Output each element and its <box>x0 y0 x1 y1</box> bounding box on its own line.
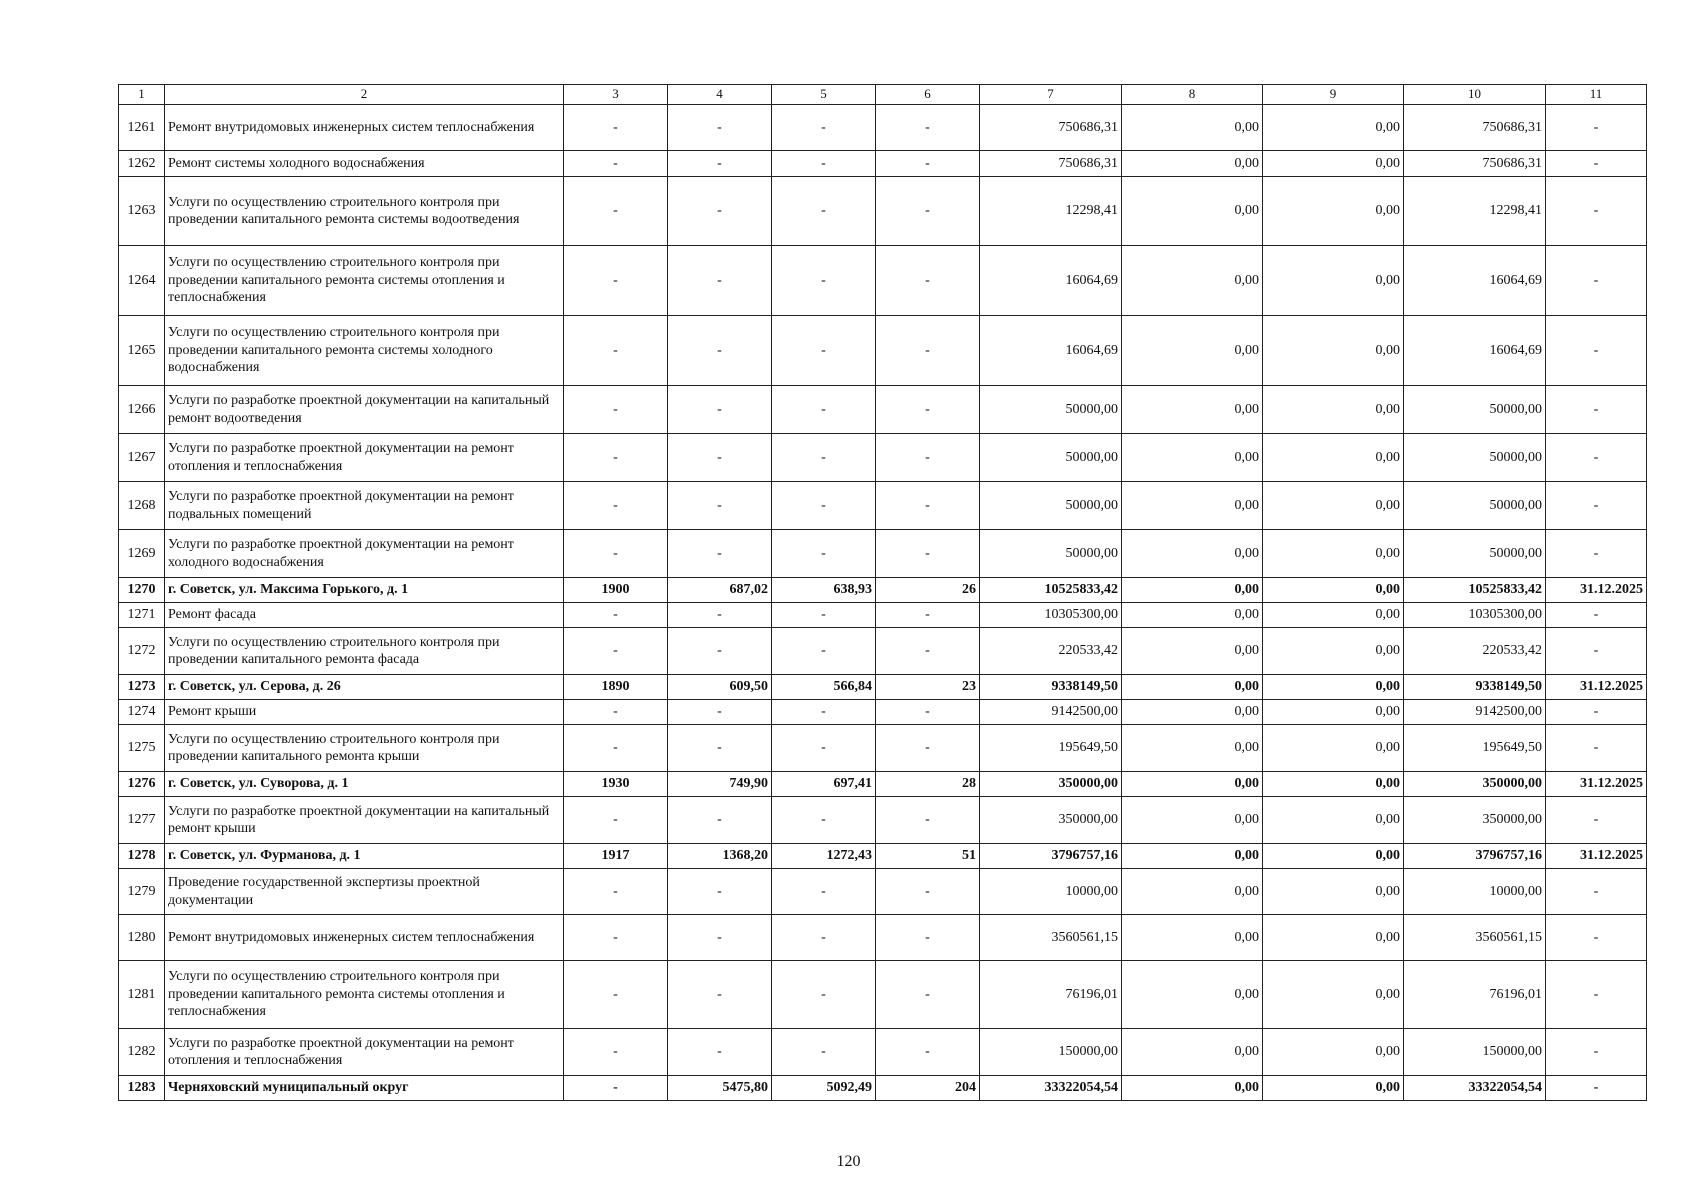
col-10-cell: 3560561,15 <box>1404 915 1546 961</box>
col-4-cell: - <box>668 177 772 246</box>
description-cell: Услуги по разработке проектной документации на ремонт подвальных помещений <box>165 482 564 530</box>
col-11-cell: - <box>1546 603 1647 628</box>
row-number-cell: 1274 <box>119 700 165 725</box>
col-3-cell: - <box>564 1029 668 1076</box>
col-7-cell: 9142500,00 <box>980 700 1122 725</box>
table-row <box>119 869 1647 915</box>
col-10-cell: 16064,69 <box>1404 246 1546 316</box>
col-10-cell: 750686,31 <box>1404 105 1546 151</box>
table-row <box>119 797 1647 844</box>
description-cell: Черняховский муниципальный округ <box>165 1076 564 1101</box>
row-number-cell: 1261 <box>119 105 165 151</box>
col-6-cell: - <box>876 628 980 675</box>
col-3-cell: - <box>564 797 668 844</box>
col-11-cell: - <box>1546 434 1647 482</box>
col-11-cell: - <box>1546 961 1647 1029</box>
col-3-cell: - <box>564 530 668 578</box>
col-11-cell: - <box>1546 1076 1647 1101</box>
col-6-cell: - <box>876 246 980 316</box>
col-5-cell: - <box>772 961 876 1029</box>
col-10-cell: 195649,50 <box>1404 725 1546 772</box>
col-5-cell: - <box>772 628 876 675</box>
col-10-cell: 9142500,00 <box>1404 700 1546 725</box>
description-cell: Услуги по разработке проектной документации на капитальный ремонт водоотведения <box>165 386 564 434</box>
row-number-cell: 1266 <box>119 386 165 434</box>
col-7-cell: 50000,00 <box>980 530 1122 578</box>
col-6-cell: - <box>876 316 980 386</box>
column-number-header: 8 <box>1122 85 1263 105</box>
col-6-cell: - <box>876 530 980 578</box>
col-10-cell: 350000,00 <box>1404 797 1546 844</box>
description-cell: Услуги по осуществлению строительного контроля при проведении капитального ремонта системы холодного водоснабжения <box>165 316 564 386</box>
col-10-cell: 10525833,42 <box>1404 578 1546 603</box>
description-cell: Ремонт фасада <box>165 603 564 628</box>
col-5-cell: 697,41 <box>772 772 876 797</box>
col-4-cell: - <box>668 603 772 628</box>
col-9-cell: 0,00 <box>1263 772 1404 797</box>
col-8-cell: 0,00 <box>1122 246 1263 316</box>
col-8-cell: 0,00 <box>1122 628 1263 675</box>
table-row-summary <box>119 578 1647 603</box>
col-5-cell: - <box>772 316 876 386</box>
col-7-cell: 3560561,15 <box>980 915 1122 961</box>
row-number-cell: 1273 <box>119 675 165 700</box>
col-9-cell: 0,00 <box>1263 675 1404 700</box>
col-8-cell: 0,00 <box>1122 1029 1263 1076</box>
description-cell: Ремонт внутридомовых инженерных систем теплоснабжения <box>165 915 564 961</box>
table-row <box>119 177 1647 246</box>
table-row <box>119 1029 1647 1076</box>
col-8-cell: 0,00 <box>1122 578 1263 603</box>
description-cell: Ремонт внутридомовых инженерных систем теплоснабжения <box>165 105 564 151</box>
col-6-cell: - <box>876 434 980 482</box>
table-body <box>119 85 1647 1101</box>
column-number-header: 2 <box>165 85 564 105</box>
col-5-cell: - <box>772 700 876 725</box>
col-7-cell: 750686,31 <box>980 105 1122 151</box>
col-8-cell: 0,00 <box>1122 434 1263 482</box>
col-4-cell: - <box>668 1029 772 1076</box>
col-9-cell: 0,00 <box>1263 869 1404 915</box>
col-9-cell: 0,00 <box>1263 151 1404 177</box>
col-6-cell: - <box>876 482 980 530</box>
col-9-cell: 0,00 <box>1263 700 1404 725</box>
table-row <box>119 386 1647 434</box>
table-row <box>119 316 1647 386</box>
col-4-cell: - <box>668 316 772 386</box>
col-4-cell: - <box>668 434 772 482</box>
column-number-header: 3 <box>564 85 668 105</box>
row-number-cell: 1271 <box>119 603 165 628</box>
col-8-cell: 0,00 <box>1122 530 1263 578</box>
col-7-cell: 195649,50 <box>980 725 1122 772</box>
col-4-cell: - <box>668 869 772 915</box>
col-7-cell: 350000,00 <box>980 797 1122 844</box>
col-11-cell: - <box>1546 386 1647 434</box>
col-4-cell: - <box>668 961 772 1029</box>
col-3-cell: - <box>564 434 668 482</box>
col-10-cell: 12298,41 <box>1404 177 1546 246</box>
col-7-cell: 10525833,42 <box>980 578 1122 603</box>
col-3-cell: - <box>564 316 668 386</box>
col-8-cell: 0,00 <box>1122 725 1263 772</box>
col-11-cell: - <box>1546 105 1647 151</box>
col-6-cell: 28 <box>876 772 980 797</box>
col-4-cell: - <box>668 246 772 316</box>
col-7-cell: 750686,31 <box>980 151 1122 177</box>
col-3-cell: - <box>564 151 668 177</box>
col-3-cell: - <box>564 869 668 915</box>
description-cell: Услуги по осуществлению строительного контроля при проведении капитального ремонта системы водоотведения <box>165 177 564 246</box>
col-7-cell: 50000,00 <box>980 434 1122 482</box>
col-3-cell: - <box>564 386 668 434</box>
col-6-cell: - <box>876 915 980 961</box>
col-11-cell: - <box>1546 869 1647 915</box>
col-9-cell: 0,00 <box>1263 105 1404 151</box>
column-number-header: 1 <box>119 85 165 105</box>
col-10-cell: 350000,00 <box>1404 772 1546 797</box>
col-4-cell: 687,02 <box>668 578 772 603</box>
col-9-cell: 0,00 <box>1263 915 1404 961</box>
col-10-cell: 33322054,54 <box>1404 1076 1546 1101</box>
table-row-summary <box>119 675 1647 700</box>
row-number-cell: 1262 <box>119 151 165 177</box>
col-4-cell: - <box>668 151 772 177</box>
col-3-cell: 1917 <box>564 844 668 869</box>
col-4-cell: - <box>668 725 772 772</box>
table-row <box>119 603 1647 628</box>
col-4-cell: - <box>668 530 772 578</box>
col-10-cell: 16064,69 <box>1404 316 1546 386</box>
col-7-cell: 33322054,54 <box>980 1076 1122 1101</box>
col-10-cell: 76196,01 <box>1404 961 1546 1029</box>
col-7-cell: 350000,00 <box>980 772 1122 797</box>
col-9-cell: 0,00 <box>1263 844 1404 869</box>
col-6-cell: - <box>876 177 980 246</box>
col-7-cell: 3796757,16 <box>980 844 1122 869</box>
col-10-cell: 50000,00 <box>1404 530 1546 578</box>
table-row <box>119 700 1647 725</box>
col-9-cell: 0,00 <box>1263 725 1404 772</box>
col-8-cell: 0,00 <box>1122 482 1263 530</box>
col-8-cell: 0,00 <box>1122 797 1263 844</box>
col-5-cell: - <box>772 915 876 961</box>
col-9-cell: 0,00 <box>1263 316 1404 386</box>
row-number-cell: 1283 <box>119 1076 165 1101</box>
column-number-header: 11 <box>1546 85 1647 105</box>
col-5-cell: - <box>772 434 876 482</box>
col-8-cell: 0,00 <box>1122 915 1263 961</box>
col-11-cell: - <box>1546 725 1647 772</box>
col-3-cell: - <box>564 700 668 725</box>
col-8-cell: 0,00 <box>1122 844 1263 869</box>
col-5-cell: - <box>772 725 876 772</box>
col-7-cell: 10000,00 <box>980 869 1122 915</box>
col-3-cell: 1900 <box>564 578 668 603</box>
col-7-cell: 50000,00 <box>980 386 1122 434</box>
row-number-cell: 1276 <box>119 772 165 797</box>
table-row <box>119 915 1647 961</box>
description-cell: Услуги по осуществлению строительного контроля при проведении капитального ремонта системы отопления и теплоснабжения <box>165 246 564 316</box>
table-row-summary <box>119 844 1647 869</box>
col-6-cell: - <box>876 725 980 772</box>
description-cell: Услуги по осуществлению строительного контроля при проведении капитального ремонта системы отопления и теплоснабжения <box>165 961 564 1029</box>
description-cell: г. Советск, ул. Суворова, д. 1 <box>165 772 564 797</box>
col-11-cell: - <box>1546 797 1647 844</box>
col-7-cell: 16064,69 <box>980 246 1122 316</box>
table-row-summary <box>119 1076 1647 1101</box>
col-5-cell: - <box>772 386 876 434</box>
col-6-cell: - <box>876 386 980 434</box>
row-number-cell: 1268 <box>119 482 165 530</box>
col-5-cell: - <box>772 797 876 844</box>
row-number-cell: 1269 <box>119 530 165 578</box>
col-4-cell: 1368,20 <box>668 844 772 869</box>
col-7-cell: 150000,00 <box>980 1029 1122 1076</box>
col-5-cell: - <box>772 246 876 316</box>
col-11-cell: - <box>1546 246 1647 316</box>
row-number-cell: 1280 <box>119 915 165 961</box>
col-8-cell: 0,00 <box>1122 603 1263 628</box>
col-6-cell: 204 <box>876 1076 980 1101</box>
col-8-cell: 0,00 <box>1122 105 1263 151</box>
col-8-cell: 0,00 <box>1122 151 1263 177</box>
table-row <box>119 961 1647 1029</box>
col-11-cell: 31.12.2025 <box>1546 844 1647 869</box>
col-8-cell: 0,00 <box>1122 177 1263 246</box>
col-7-cell: 16064,69 <box>980 316 1122 386</box>
description-cell: Проведение государственной экспертизы проектной документации <box>165 869 564 915</box>
description-cell: Ремонт системы холодного водоснабжения <box>165 151 564 177</box>
col-11-cell: - <box>1546 530 1647 578</box>
col-9-cell: 0,00 <box>1263 1029 1404 1076</box>
col-3-cell: 1930 <box>564 772 668 797</box>
col-11-cell: 31.12.2025 <box>1546 772 1647 797</box>
row-number-cell: 1275 <box>119 725 165 772</box>
table-row <box>119 725 1647 772</box>
col-10-cell: 750686,31 <box>1404 151 1546 177</box>
col-10-cell: 150000,00 <box>1404 1029 1546 1076</box>
description-cell: Услуги по разработке проектной документации на ремонт отопления и теплоснабжения <box>165 434 564 482</box>
col-10-cell: 50000,00 <box>1404 386 1546 434</box>
col-5-cell: - <box>772 105 876 151</box>
col-8-cell: 0,00 <box>1122 386 1263 434</box>
col-10-cell: 10000,00 <box>1404 869 1546 915</box>
col-11-cell: - <box>1546 177 1647 246</box>
col-6-cell: 26 <box>876 578 980 603</box>
col-6-cell: - <box>876 603 980 628</box>
col-3-cell: - <box>564 482 668 530</box>
col-4-cell: 609,50 <box>668 675 772 700</box>
description-cell: Услуги по разработке проектной документации на капитальный ремонт крыши <box>165 797 564 844</box>
col-11-cell: - <box>1546 316 1647 386</box>
table-row <box>119 246 1647 316</box>
col-11-cell: - <box>1546 482 1647 530</box>
description-cell: Услуги по разработке проектной документации на ремонт холодного водоснабжения <box>165 530 564 578</box>
column-number-header: 7 <box>980 85 1122 105</box>
row-number-cell: 1263 <box>119 177 165 246</box>
description-cell: г. Советск, ул. Серова, д. 26 <box>165 675 564 700</box>
table-row <box>119 628 1647 675</box>
description-cell: Услуги по осуществлению строительного контроля при проведении капитального ремонта фасада <box>165 628 564 675</box>
row-number-cell: 1279 <box>119 869 165 915</box>
row-number-cell: 1278 <box>119 844 165 869</box>
col-9-cell: 0,00 <box>1263 578 1404 603</box>
col-4-cell: - <box>668 105 772 151</box>
col-10-cell: 10305300,00 <box>1404 603 1546 628</box>
col-6-cell: - <box>876 1029 980 1076</box>
col-4-cell: 749,90 <box>668 772 772 797</box>
col-9-cell: 0,00 <box>1263 482 1404 530</box>
col-4-cell: 5475,80 <box>668 1076 772 1101</box>
col-7-cell: 12298,41 <box>980 177 1122 246</box>
table-row <box>119 151 1647 177</box>
row-number-cell: 1282 <box>119 1029 165 1076</box>
row-number-cell: 1264 <box>119 246 165 316</box>
col-4-cell: - <box>668 628 772 675</box>
col-5-cell: - <box>772 482 876 530</box>
col-3-cell: - <box>564 603 668 628</box>
col-6-cell: - <box>876 869 980 915</box>
col-3-cell: - <box>564 1076 668 1101</box>
col-10-cell: 220533,42 <box>1404 628 1546 675</box>
description-cell: г. Советск, ул. Фурманова, д. 1 <box>165 844 564 869</box>
row-number-cell: 1281 <box>119 961 165 1029</box>
col-11-cell: - <box>1546 151 1647 177</box>
col-6-cell: - <box>876 797 980 844</box>
col-6-cell: 51 <box>876 844 980 869</box>
col-5-cell: - <box>772 530 876 578</box>
col-7-cell: 76196,01 <box>980 961 1122 1029</box>
col-4-cell: - <box>668 915 772 961</box>
col-7-cell: 220533,42 <box>980 628 1122 675</box>
col-9-cell: 0,00 <box>1263 1076 1404 1101</box>
col-9-cell: 0,00 <box>1263 628 1404 675</box>
table-row <box>119 434 1647 482</box>
col-4-cell: - <box>668 700 772 725</box>
col-5-cell: - <box>772 869 876 915</box>
description-cell: г. Советск, ул. Максима Горького, д. 1 <box>165 578 564 603</box>
col-8-cell: 0,00 <box>1122 700 1263 725</box>
col-8-cell: 0,00 <box>1122 675 1263 700</box>
col-8-cell: 0,00 <box>1122 961 1263 1029</box>
col-10-cell: 50000,00 <box>1404 434 1546 482</box>
row-number-cell: 1267 <box>119 434 165 482</box>
col-5-cell: 1272,43 <box>772 844 876 869</box>
col-4-cell: - <box>668 797 772 844</box>
col-8-cell: 0,00 <box>1122 1076 1263 1101</box>
col-8-cell: 0,00 <box>1122 869 1263 915</box>
col-3-cell: - <box>564 105 668 151</box>
row-number-cell: 1270 <box>119 578 165 603</box>
col-3-cell: - <box>564 915 668 961</box>
col-9-cell: 0,00 <box>1263 530 1404 578</box>
col-5-cell: - <box>772 1029 876 1076</box>
table-row <box>119 105 1647 151</box>
table-row <box>119 482 1647 530</box>
col-4-cell: - <box>668 386 772 434</box>
col-6-cell: - <box>876 961 980 1029</box>
row-number-cell: 1277 <box>119 797 165 844</box>
col-5-cell: 5092,49 <box>772 1076 876 1101</box>
col-9-cell: 0,00 <box>1263 246 1404 316</box>
col-5-cell: 638,93 <box>772 578 876 603</box>
col-6-cell: - <box>876 105 980 151</box>
col-7-cell: 10305300,00 <box>980 603 1122 628</box>
col-11-cell: - <box>1546 1029 1647 1076</box>
col-3-cell: - <box>564 725 668 772</box>
col-9-cell: 0,00 <box>1263 603 1404 628</box>
col-9-cell: 0,00 <box>1263 386 1404 434</box>
col-3-cell: 1890 <box>564 675 668 700</box>
col-3-cell: - <box>564 246 668 316</box>
col-9-cell: 0,00 <box>1263 177 1404 246</box>
col-6-cell: - <box>876 151 980 177</box>
col-11-cell: - <box>1546 915 1647 961</box>
row-number-cell: 1265 <box>119 316 165 386</box>
col-5-cell: 566,84 <box>772 675 876 700</box>
description-cell: Услуги по разработке проектной документации на ремонт отопления и теплоснабжения <box>165 1029 564 1076</box>
document-table <box>118 84 1647 1101</box>
col-7-cell: 9338149,50 <box>980 675 1122 700</box>
col-8-cell: 0,00 <box>1122 316 1263 386</box>
col-4-cell: - <box>668 482 772 530</box>
col-3-cell: - <box>564 628 668 675</box>
table-row <box>119 530 1647 578</box>
col-9-cell: 0,00 <box>1263 961 1404 1029</box>
col-6-cell: 23 <box>876 675 980 700</box>
row-number-cell: 1272 <box>119 628 165 675</box>
column-number-row <box>119 85 1647 105</box>
col-8-cell: 0,00 <box>1122 772 1263 797</box>
col-11-cell: 31.12.2025 <box>1546 675 1647 700</box>
column-number-header: 9 <box>1263 85 1404 105</box>
col-9-cell: 0,00 <box>1263 797 1404 844</box>
col-10-cell: 50000,00 <box>1404 482 1546 530</box>
col-11-cell: - <box>1546 700 1647 725</box>
col-6-cell: - <box>876 700 980 725</box>
col-5-cell: - <box>772 177 876 246</box>
column-number-header: 5 <box>772 85 876 105</box>
description-cell: Услуги по осуществлению строительного контроля при проведении капитального ремонта крыши <box>165 725 564 772</box>
col-11-cell: - <box>1546 628 1647 675</box>
table-row-summary <box>119 772 1647 797</box>
column-number-header: 6 <box>876 85 980 105</box>
col-3-cell: - <box>564 177 668 246</box>
col-5-cell: - <box>772 603 876 628</box>
col-3-cell: - <box>564 961 668 1029</box>
col-10-cell: 3796757,16 <box>1404 844 1546 869</box>
col-11-cell: 31.12.2025 <box>1546 578 1647 603</box>
column-number-header: 4 <box>668 85 772 105</box>
col-10-cell: 9338149,50 <box>1404 675 1546 700</box>
col-9-cell: 0,00 <box>1263 434 1404 482</box>
col-5-cell: - <box>772 151 876 177</box>
col-7-cell: 50000,00 <box>980 482 1122 530</box>
description-cell: Ремонт крыши <box>165 700 564 725</box>
column-number-header: 10 <box>1404 85 1546 105</box>
page-number: 120 <box>836 1153 861 1170</box>
